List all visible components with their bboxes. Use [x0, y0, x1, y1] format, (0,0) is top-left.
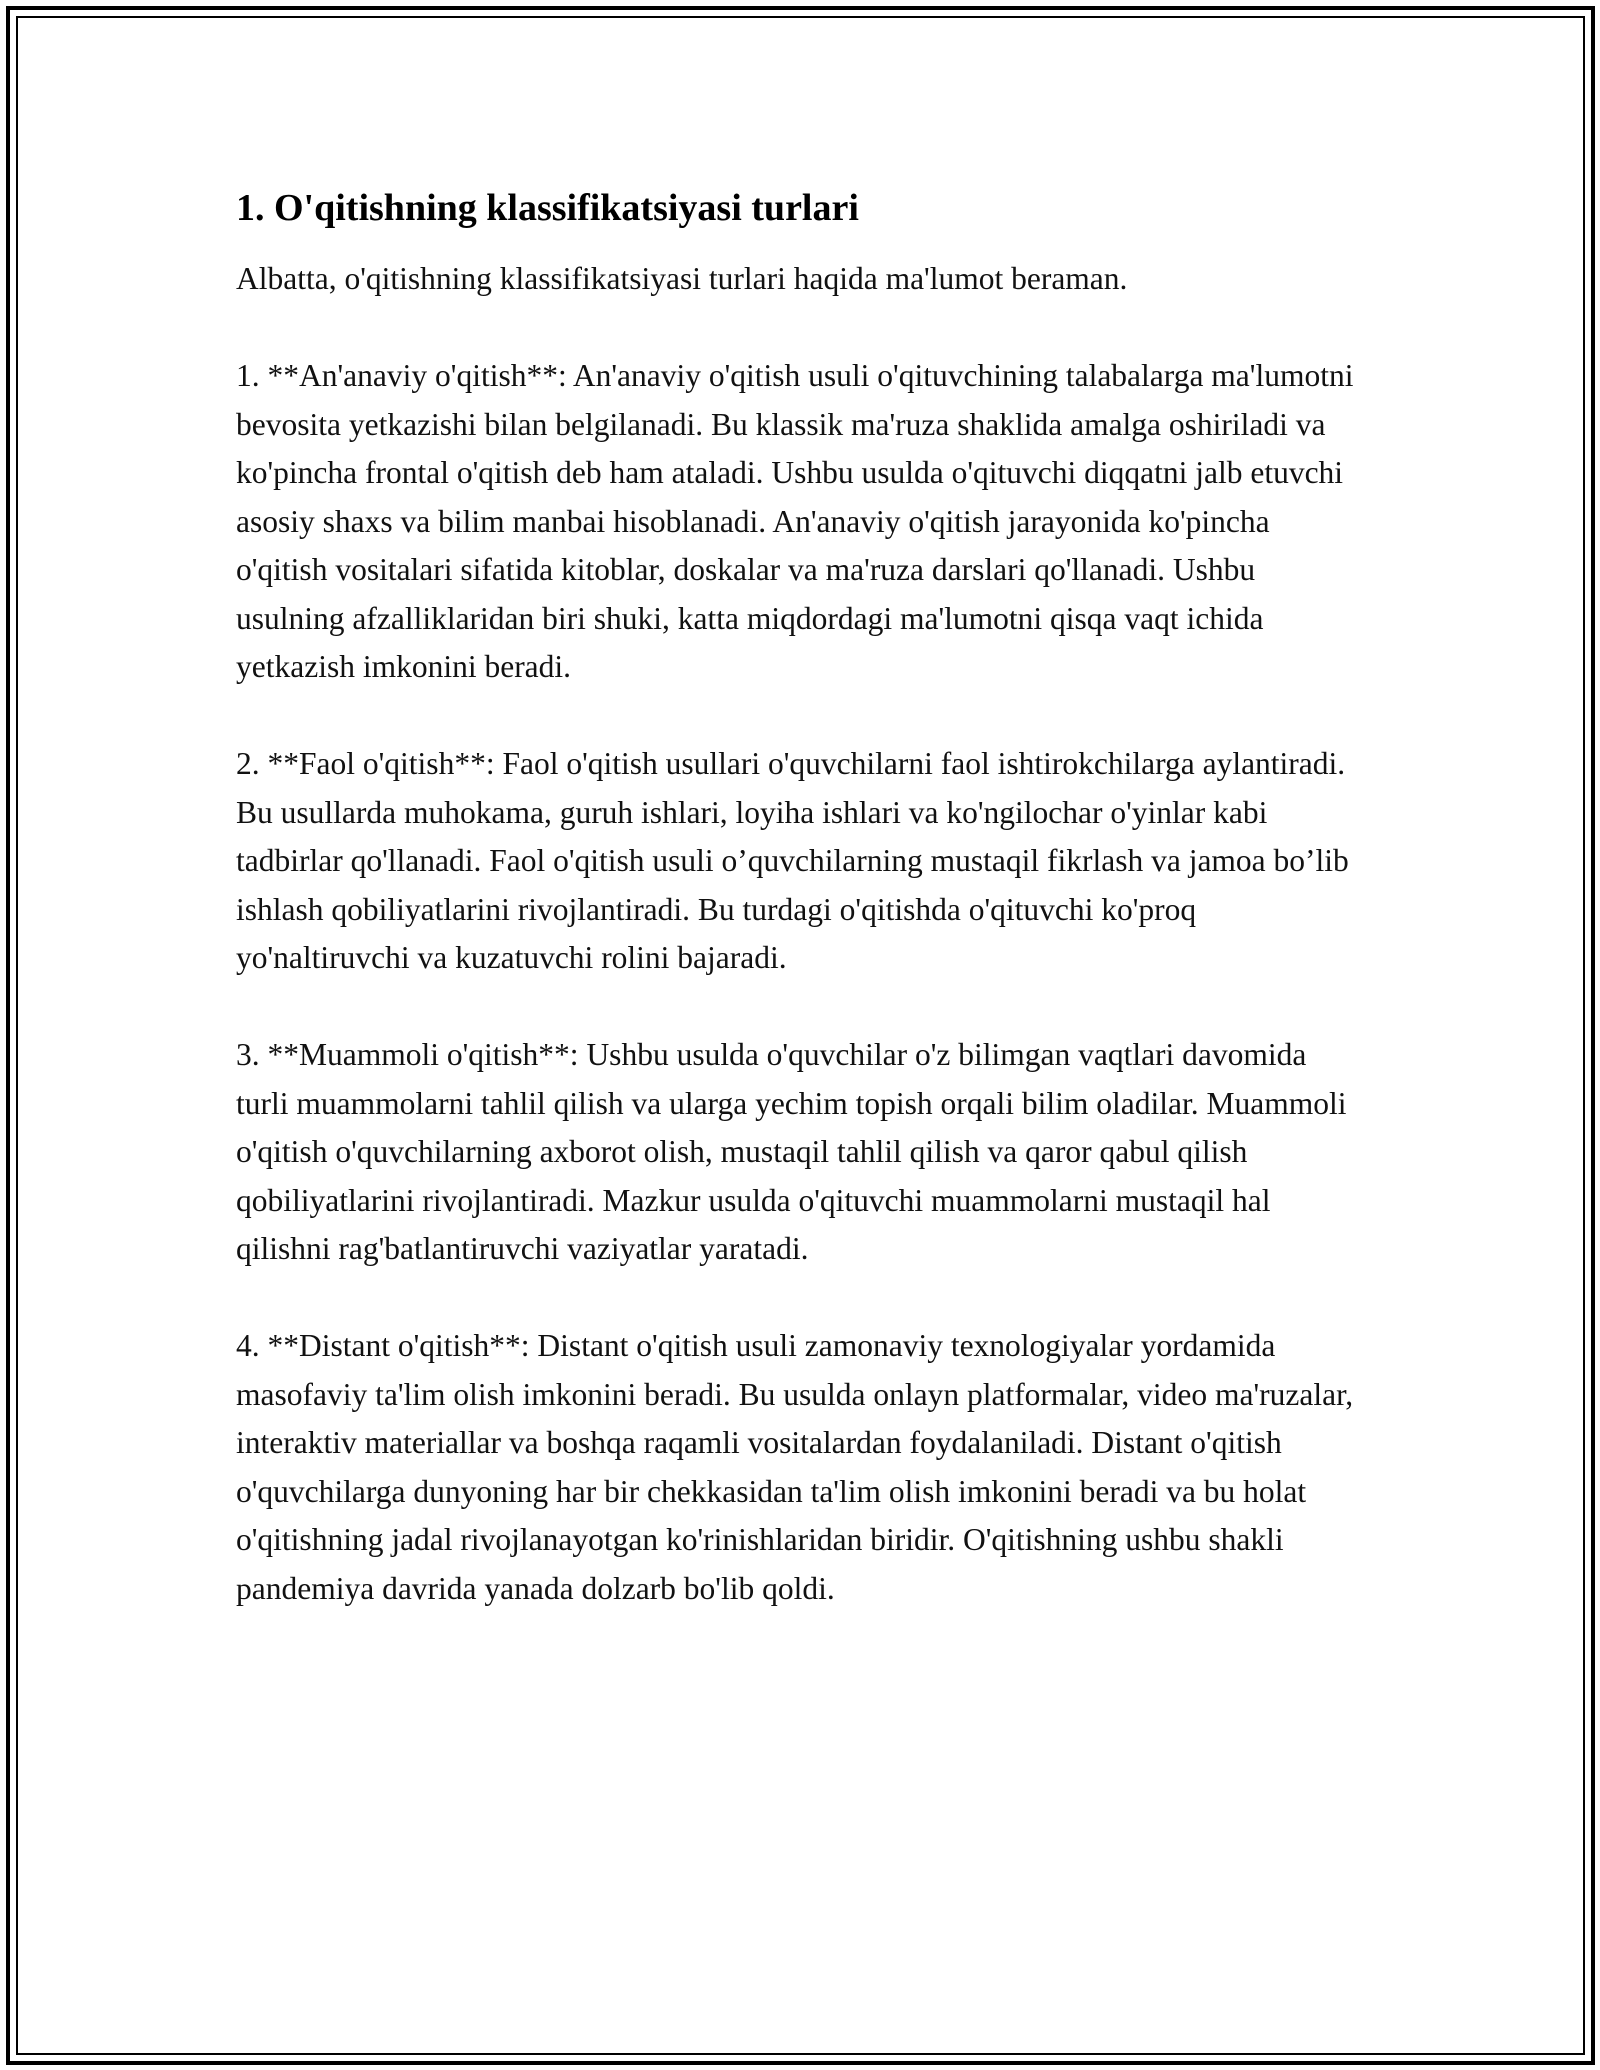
intro-paragraph: Albatta, o'qitishning klassifikatsiyasi turlari haqida ma'lumot beraman.: [236, 261, 1128, 296]
document-heading: 1. O'qitishning klassifikatsiyasi turlari: [236, 187, 859, 229]
paragraph-faol-oqitish: 2. **Faol o'qitish**: Faol o'qitish usullari o'quvchilarni faol ishtirokchilarga aylantiradi. Bu usullarda muhokama, guruh ishlari, loyiha ishlari va ko'ngilochar o'yinlar kabi tadbirlar qo'llanadi. Faol o'qitish usuli o’quvchilarning mustaqil fikrlash va jamoa bo’lib ishlash qobiliyatlarini rivojlantiradi. Bu turdagi o'qitishda o'qituvchi ko'proq yo'naltiruvchi va kuzatuvchi rolini bajaradi.: [236, 746, 1349, 975]
document-body: [236, 183, 1366, 1613]
paragraph-muammoli-oqitish: 3. **Muammoli o'qitish**: Ushbu usulda o'quvchilar o'z bilimgan vaqtlari davomida turli muammolarni tahlil qilish va ularga yechim topish orqali bilim oladilar. Muammoli o'qitish o'quvchilarning axborot olish, mustaqil tahlil qilish va qaror qabul qilish qobiliyatlarini rivojlantiradi. Mazkur usulda o'qituvchi muammolarni mustaqil hal qilishni rag'batlantiruvchi vaziyatlar yaratadi.: [236, 1037, 1347, 1266]
paragraph-distant-oqitish: 4. **Distant o'qitish**: Distant o'qitish usuli zamonaviy texnologiyalar yordamida masofaviy ta'lim olish imkonini beradi. Bu usulda onlayn platformalar, video ma'ruzalar, interaktiv materiallar va boshqa raqamli vositalardan foydalaniladi. Distant o'qitish o'quvchilarga dunyoning har bir chekkasidan ta'lim olish imkonini beradi va bu holat o'qitishning jadal rivojlanayotgan ko'rinishlaridan biridir. O'qitishning ushbu shakli pandemiya davrida yanada dolzarb bo'lib qoldi.: [236, 1328, 1354, 1606]
paragraph-ananaviy-oqitish: 1. **An'anaviy o'qitish**: An'anaviy o'qitish usuli o'qituvchining talabalarga ma'lumotni bevosita yetkazishi bilan belgilanadi. Bu klassik ma'ruza shaklida amalga oshiriladi va ko'pincha frontal o'qitish deb ham ataladi. Ushbu usulda o'qituvchi diqqatni jalb etuvchi asosiy shaxs va bilim manbai hisoblanadi. An'anaviy o'qitish jarayonida ko'pincha o'qitish vositalari sifatida kitoblar, doskalar va ma'ruza darslari qo'llanadi. Ushbu usulning afzalliklaridan biri shuki, katta miqdordagi ma'lumotni qisqa vaqt ichida yetkazish imkonini beradi.: [236, 358, 1354, 684]
